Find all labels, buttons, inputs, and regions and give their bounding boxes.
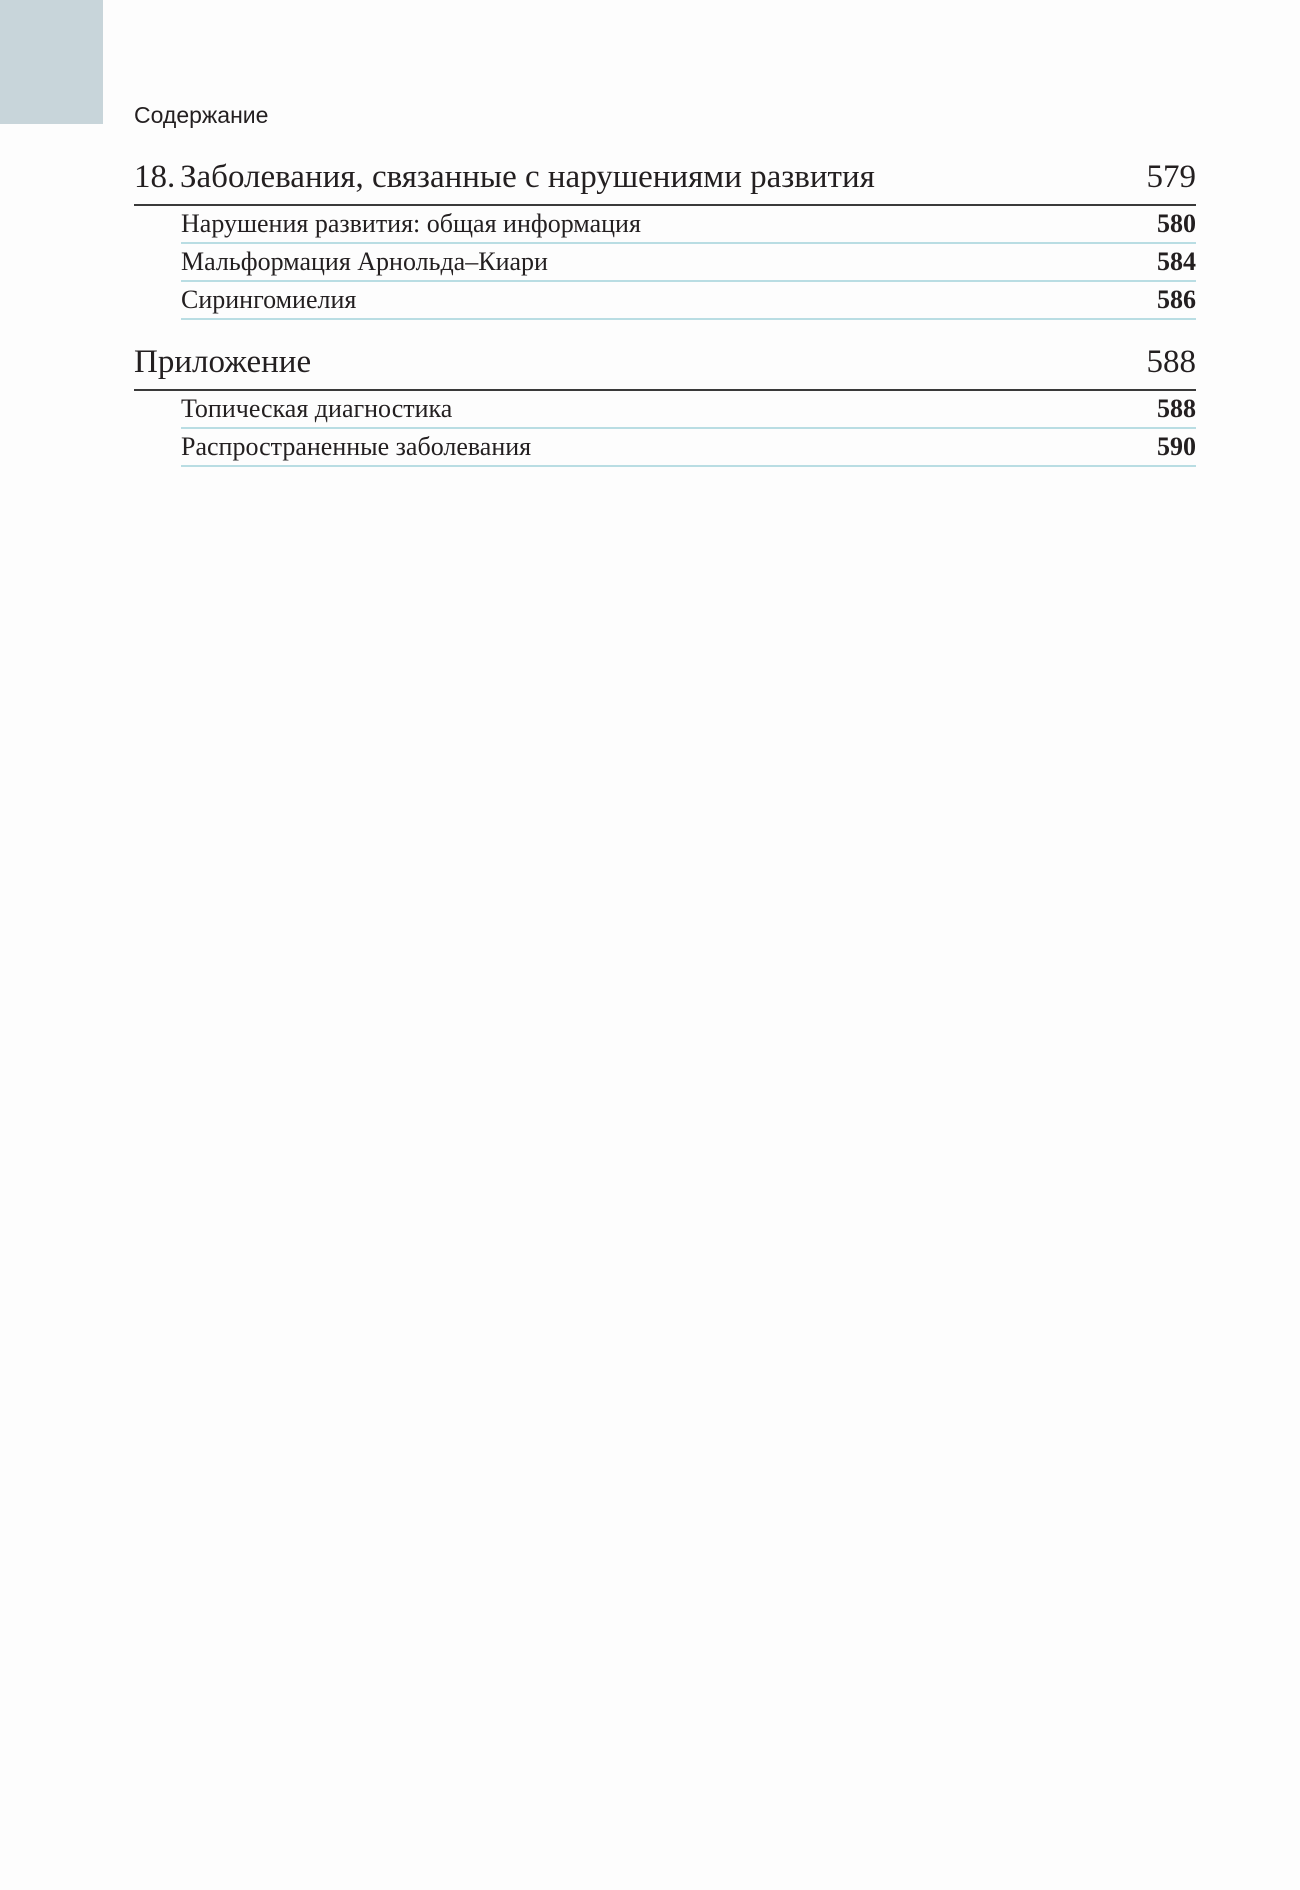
entry-title: Топическая диагностика (181, 394, 453, 423)
entry-title: Распространенные заболевания (181, 432, 532, 461)
chapter-heading[interactable] (134, 341, 1196, 391)
toc-entry[interactable] (181, 391, 1196, 429)
entry-page-number: 590 (1157, 432, 1196, 461)
chapter-title: Приложение (134, 344, 312, 380)
entry-page-number: 588 (1157, 394, 1196, 423)
entry-page-number: 584 (1157, 247, 1196, 276)
chapter-heading[interactable] (134, 156, 1196, 206)
entry-title: Мальформация Арнольда–Киари (181, 247, 548, 276)
entry-title: Сирингомиелия (181, 285, 357, 314)
chapter-page-number: 588 (1146, 344, 1196, 380)
toc-entry[interactable] (181, 429, 1196, 467)
chapter-page-number: 579 (1146, 159, 1196, 195)
toc-chapter-18 (134, 156, 1196, 320)
entry-title: Нарушения развития: общая информация (181, 209, 641, 238)
chapter-title: Заболевания, связанные с нарушениями развития (180, 159, 875, 195)
running-head: Содержание (134, 102, 269, 128)
entry-page-number: 580 (1157, 209, 1196, 238)
toc-entry[interactable] (181, 244, 1196, 282)
entry-page-number: 586 (1157, 285, 1196, 314)
chapter-number: 18. (134, 159, 176, 195)
toc-entry[interactable] (181, 282, 1196, 320)
toc-entry[interactable] (181, 206, 1196, 244)
toc-chapter-appendix (134, 341, 1196, 467)
corner-color-block (0, 0, 103, 124)
